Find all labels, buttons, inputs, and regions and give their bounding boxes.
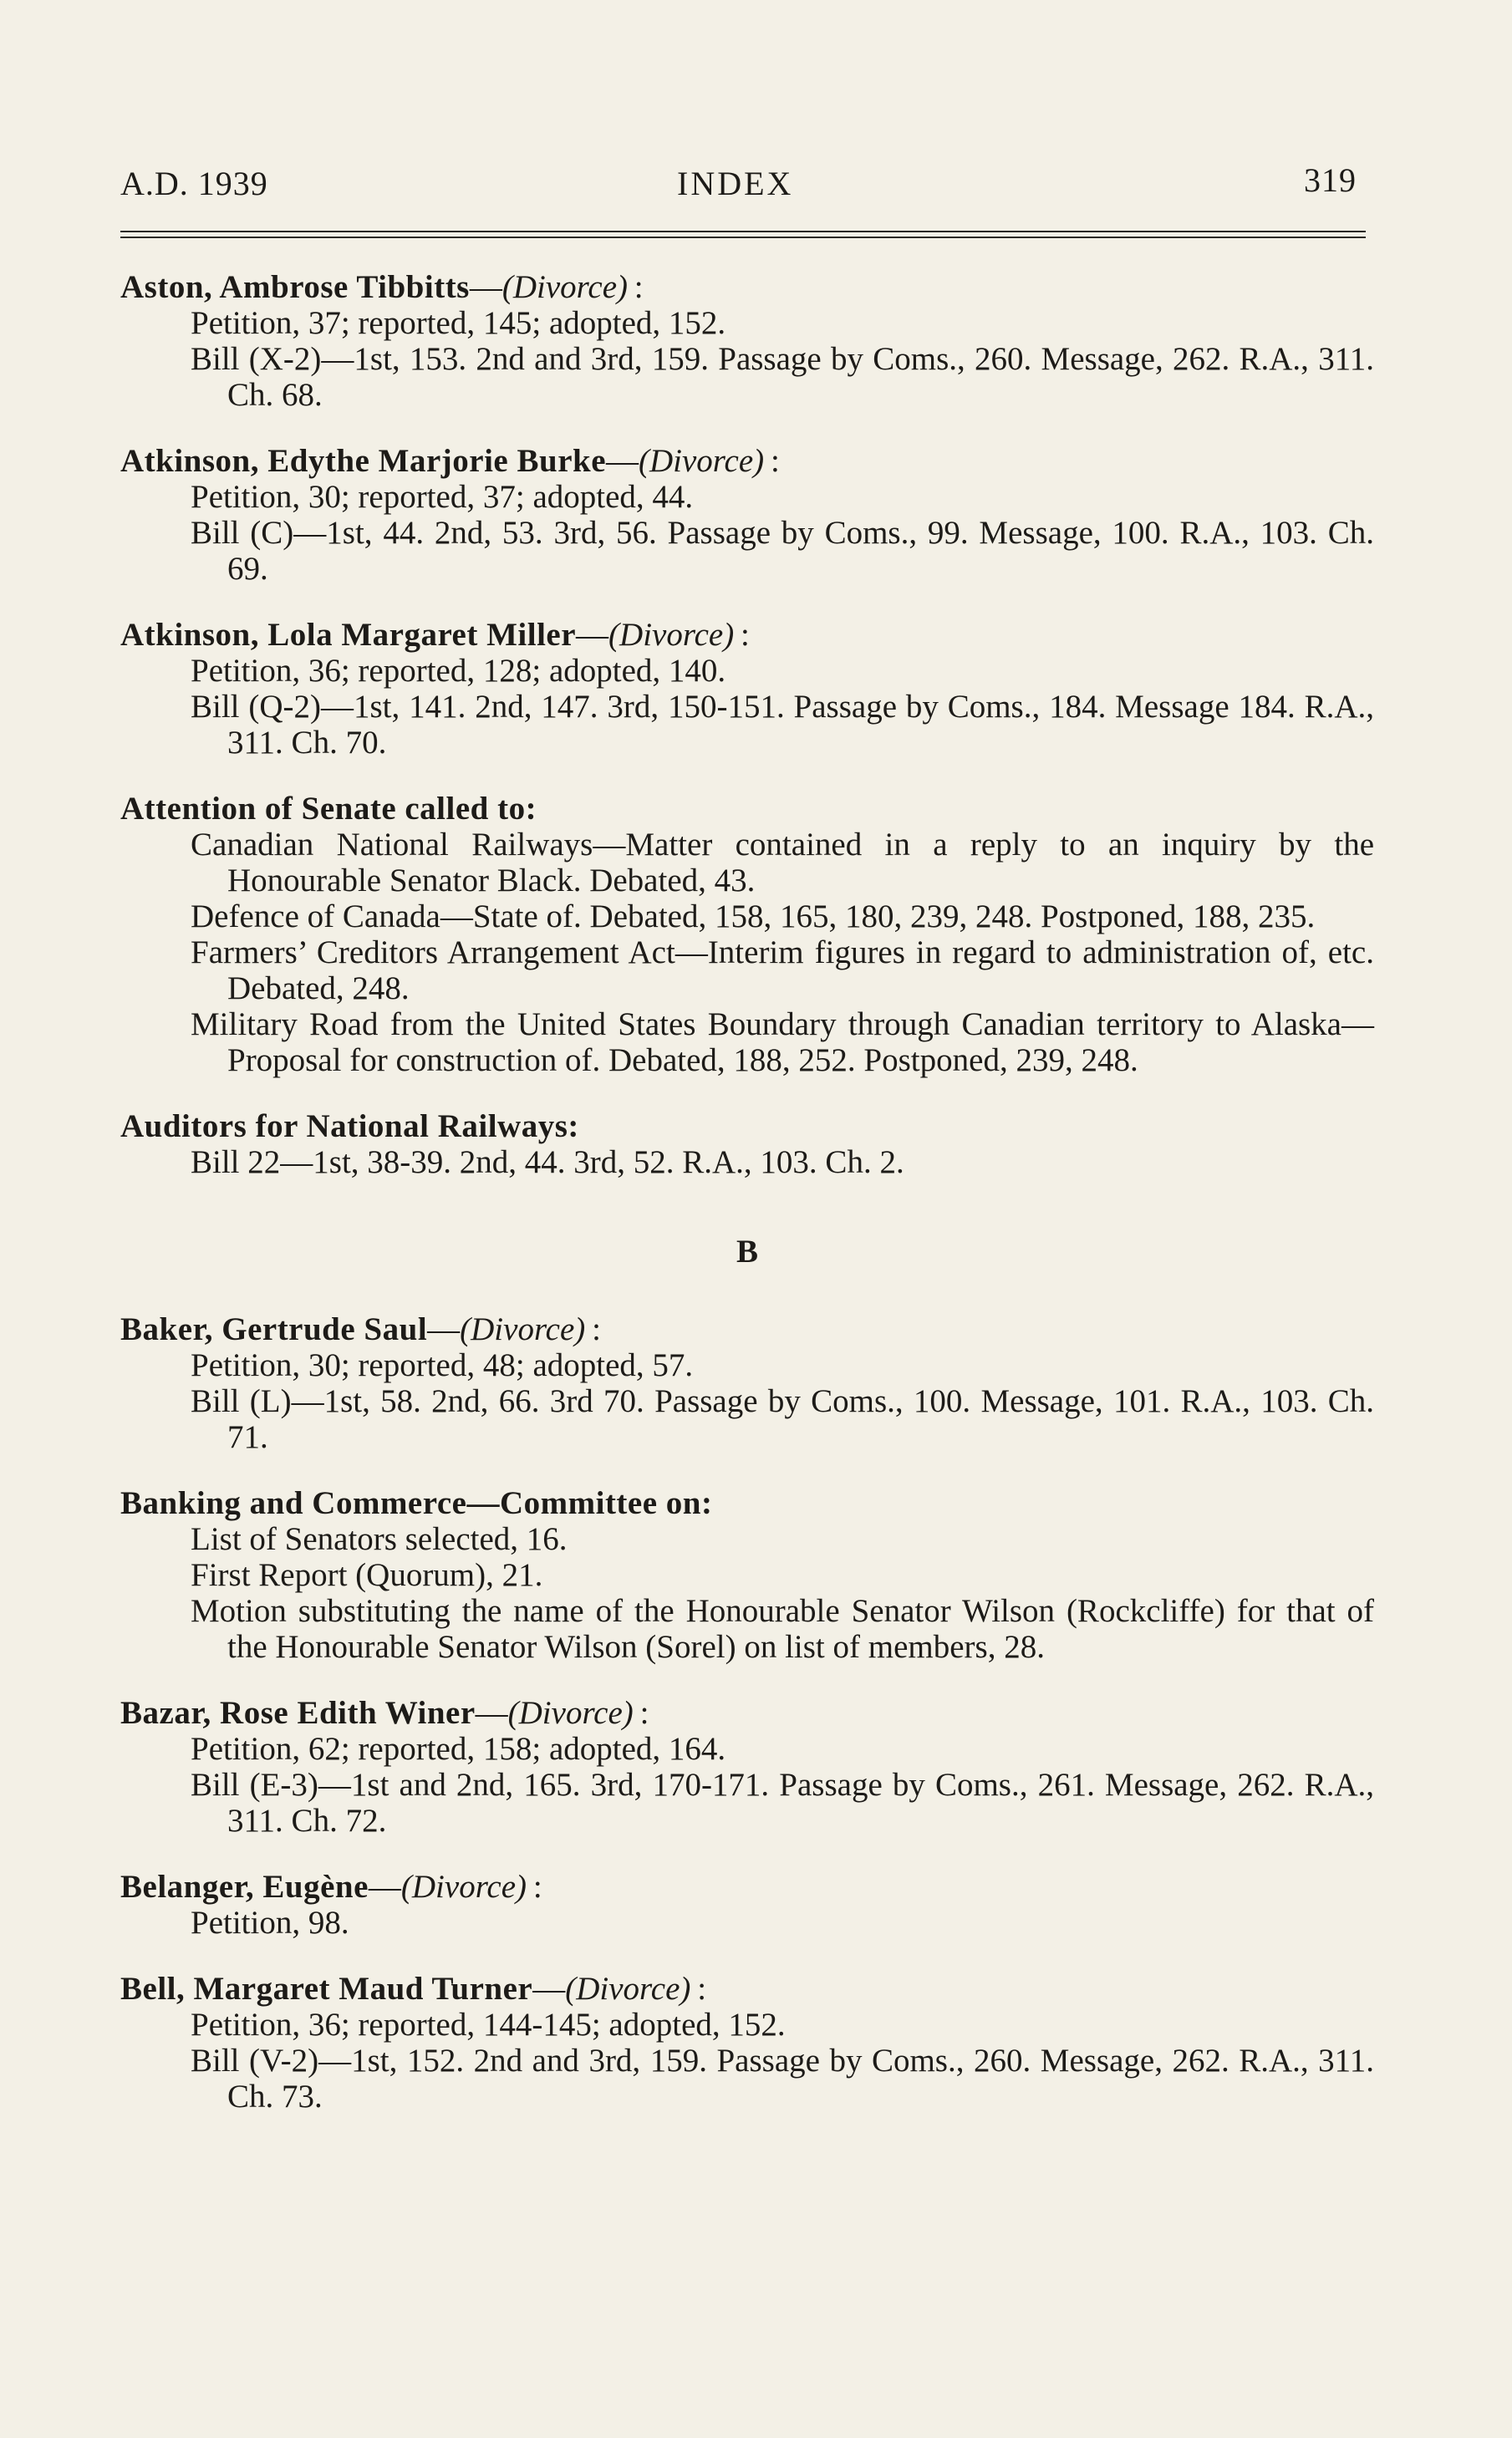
entry-name: Auditors for National Railways: [120,1108,579,1144]
index-section-a [120,269,1374,1180]
entry-subline: List of Senators selected, 16. [191,1521,568,1557]
entry-name: Attention of Senate called to: [120,791,537,827]
entry-subline: Petition, 37; reported, 145; adopted, 152. [191,305,726,341]
entry-heading [120,1869,1374,1905]
header-year: A.D. 1939 [120,165,268,202]
entry-subline: Bill 22—1st, 38-39. 2nd, 44. 3rd, 52. R.A., 103. Ch. 2. [191,1144,904,1180]
index-entry [120,1311,1374,1455]
entry-kind: (Divorce) [507,1695,634,1731]
entry-dash: — [368,1869,401,1905]
index-body [120,269,1374,2115]
entry-colon: : [527,1869,542,1905]
entry-subline: Bill (X-2)—1st, 153. 2nd and 3rd, 159. Passage by Coms., 260. Message, 262. R.A., 311. Ch. 68. [191,341,1374,413]
entry-dash: — [427,1311,461,1347]
entry-subline: Petition, 30; reported, 48; adopted, 57. [191,1347,694,1383]
entry-kind: (Divorce) [501,269,628,305]
entry-dash: — [606,443,639,479]
index-entry [120,1485,1374,1665]
index-entry [120,1108,1374,1180]
entry-dash: — [576,617,609,653]
entry-heading [120,1311,1374,1347]
header-rule-bottom [120,237,1366,238]
entry-name: Belanger, Eugène [120,1869,369,1905]
entry-subline: Farmers’ Creditors Arrangement Act—Interim figures in regard to administration of, etc. Debated, 248. [191,934,1374,1006]
entry-colon: : [628,269,644,305]
entry-subline: First Report (Quorum), 21. [191,1557,543,1593]
entry-subline: Bill (Q-2)—1st, 141. 2nd, 147. 3rd, 150-151. Passage by Coms., 184. Message 184. R.A., 311. Ch. 70. [191,689,1374,761]
index-entry [120,1971,1374,2115]
entry-colon: : [633,1695,649,1731]
section-letter: B [736,1234,758,1270]
entry-dash: — [475,1695,508,1731]
index-entry [120,1695,1374,1839]
entry-colon: : [764,443,780,479]
entry-heading [120,791,1374,827]
entry-subline: Motion substituting the name of the Honourable Senator Wilson (Rockcliffe) for that of the Honourable Senator Wilson (Sorel) on list of members, 28. [191,1593,1374,1665]
entry-subline: Bill (V-2)—1st, 152. 2nd and 3rd, 159. Passage by Coms., 260. Message, 262. R.A., 311. Ch. 73. [191,2043,1374,2115]
entry-subline: Defence of Canada—State of. Debated, 158, 165, 180, 239, 248. Postponed, 188, 235. [191,898,1316,934]
index-entry [120,443,1374,587]
entry-kind: (Divorce) [608,617,735,653]
entry-colon: : [690,1971,707,2007]
index-entry [120,791,1374,1078]
header-title: INDEX [677,165,794,202]
entry-kind: (Divorce) [639,443,765,479]
entry-kind: (Divorce) [565,1971,691,2007]
entry-subline: Petition, 98. [191,1905,349,1941]
entry-colon: : [734,617,750,653]
entry-subline: Bill (L)—1st, 58. 2nd, 66. 3rd 70. Passage by Coms., 100. Message, 101. R.A., 103. Ch. 71. [191,1383,1374,1455]
entry-heading [120,1108,1374,1144]
entry-name: Bell, Margaret Maud Turner [120,1971,533,2007]
entry-name: Atkinson, Lola Margaret Miller [120,617,577,653]
entry-heading [120,1695,1374,1731]
page-number: 319 [1304,161,1357,199]
entry-name: Baker, Gertrude Saul [120,1311,428,1347]
entry-subline: Bill (C)—1st, 44. 2nd, 53. 3rd, 56. Passage by Coms., 99. Message, 100. R.A., 103. Ch. 69. [191,515,1374,587]
entry-subline: Military Road from the United States Boundary through Canadian territory to Alaska—Proposal for construction of. Debated, 188, 252. Postponed, 239, 248. [191,1006,1374,1078]
entry-dash: — [532,1971,566,2007]
entry-name: Aston, Ambrose Tibbitts [120,269,470,305]
index-entry [120,617,1374,761]
entry-heading [120,1485,1374,1521]
entry-heading [120,1971,1374,2007]
entry-dash: — [469,269,502,305]
entry-heading [120,617,1374,653]
header-rule-top [120,231,1366,232]
entry-heading [120,269,1374,305]
entry-subline: Petition, 30; reported, 37; adopted, 44. [191,479,694,515]
entry-colon: : [585,1311,601,1347]
entry-name: Atkinson, Edythe Marjorie Burke [120,443,606,479]
index-section-b [120,1311,1374,2115]
entry-subline: Bill (E-3)—1st and 2nd, 165. 3rd, 170-171. Passage by Coms., 261. Message, 262. R.A., 311. Ch. 72. [191,1767,1374,1839]
entry-kind: (Divorce) [460,1311,586,1347]
index-entry [120,1869,1374,1941]
index-entry [120,269,1374,413]
entry-name: Bazar, Rose Edith Winer [120,1695,476,1731]
entry-subline: Petition, 62; reported, 158; adopted, 164. [191,1731,726,1767]
entry-name: Banking and Commerce—Committee on: [120,1485,713,1521]
entry-kind: (Divorce) [400,1869,527,1905]
entry-subline: Canadian National Railways—Matter contained in a reply to an inquiry by the Honourable Senator Black. Debated, 43. [191,827,1374,898]
entry-subline: Petition, 36; reported, 128; adopted, 140. [191,653,726,689]
entry-heading [120,443,1374,479]
entry-subline: Petition, 36; reported, 144-145; adopted, 152. [191,2007,786,2043]
